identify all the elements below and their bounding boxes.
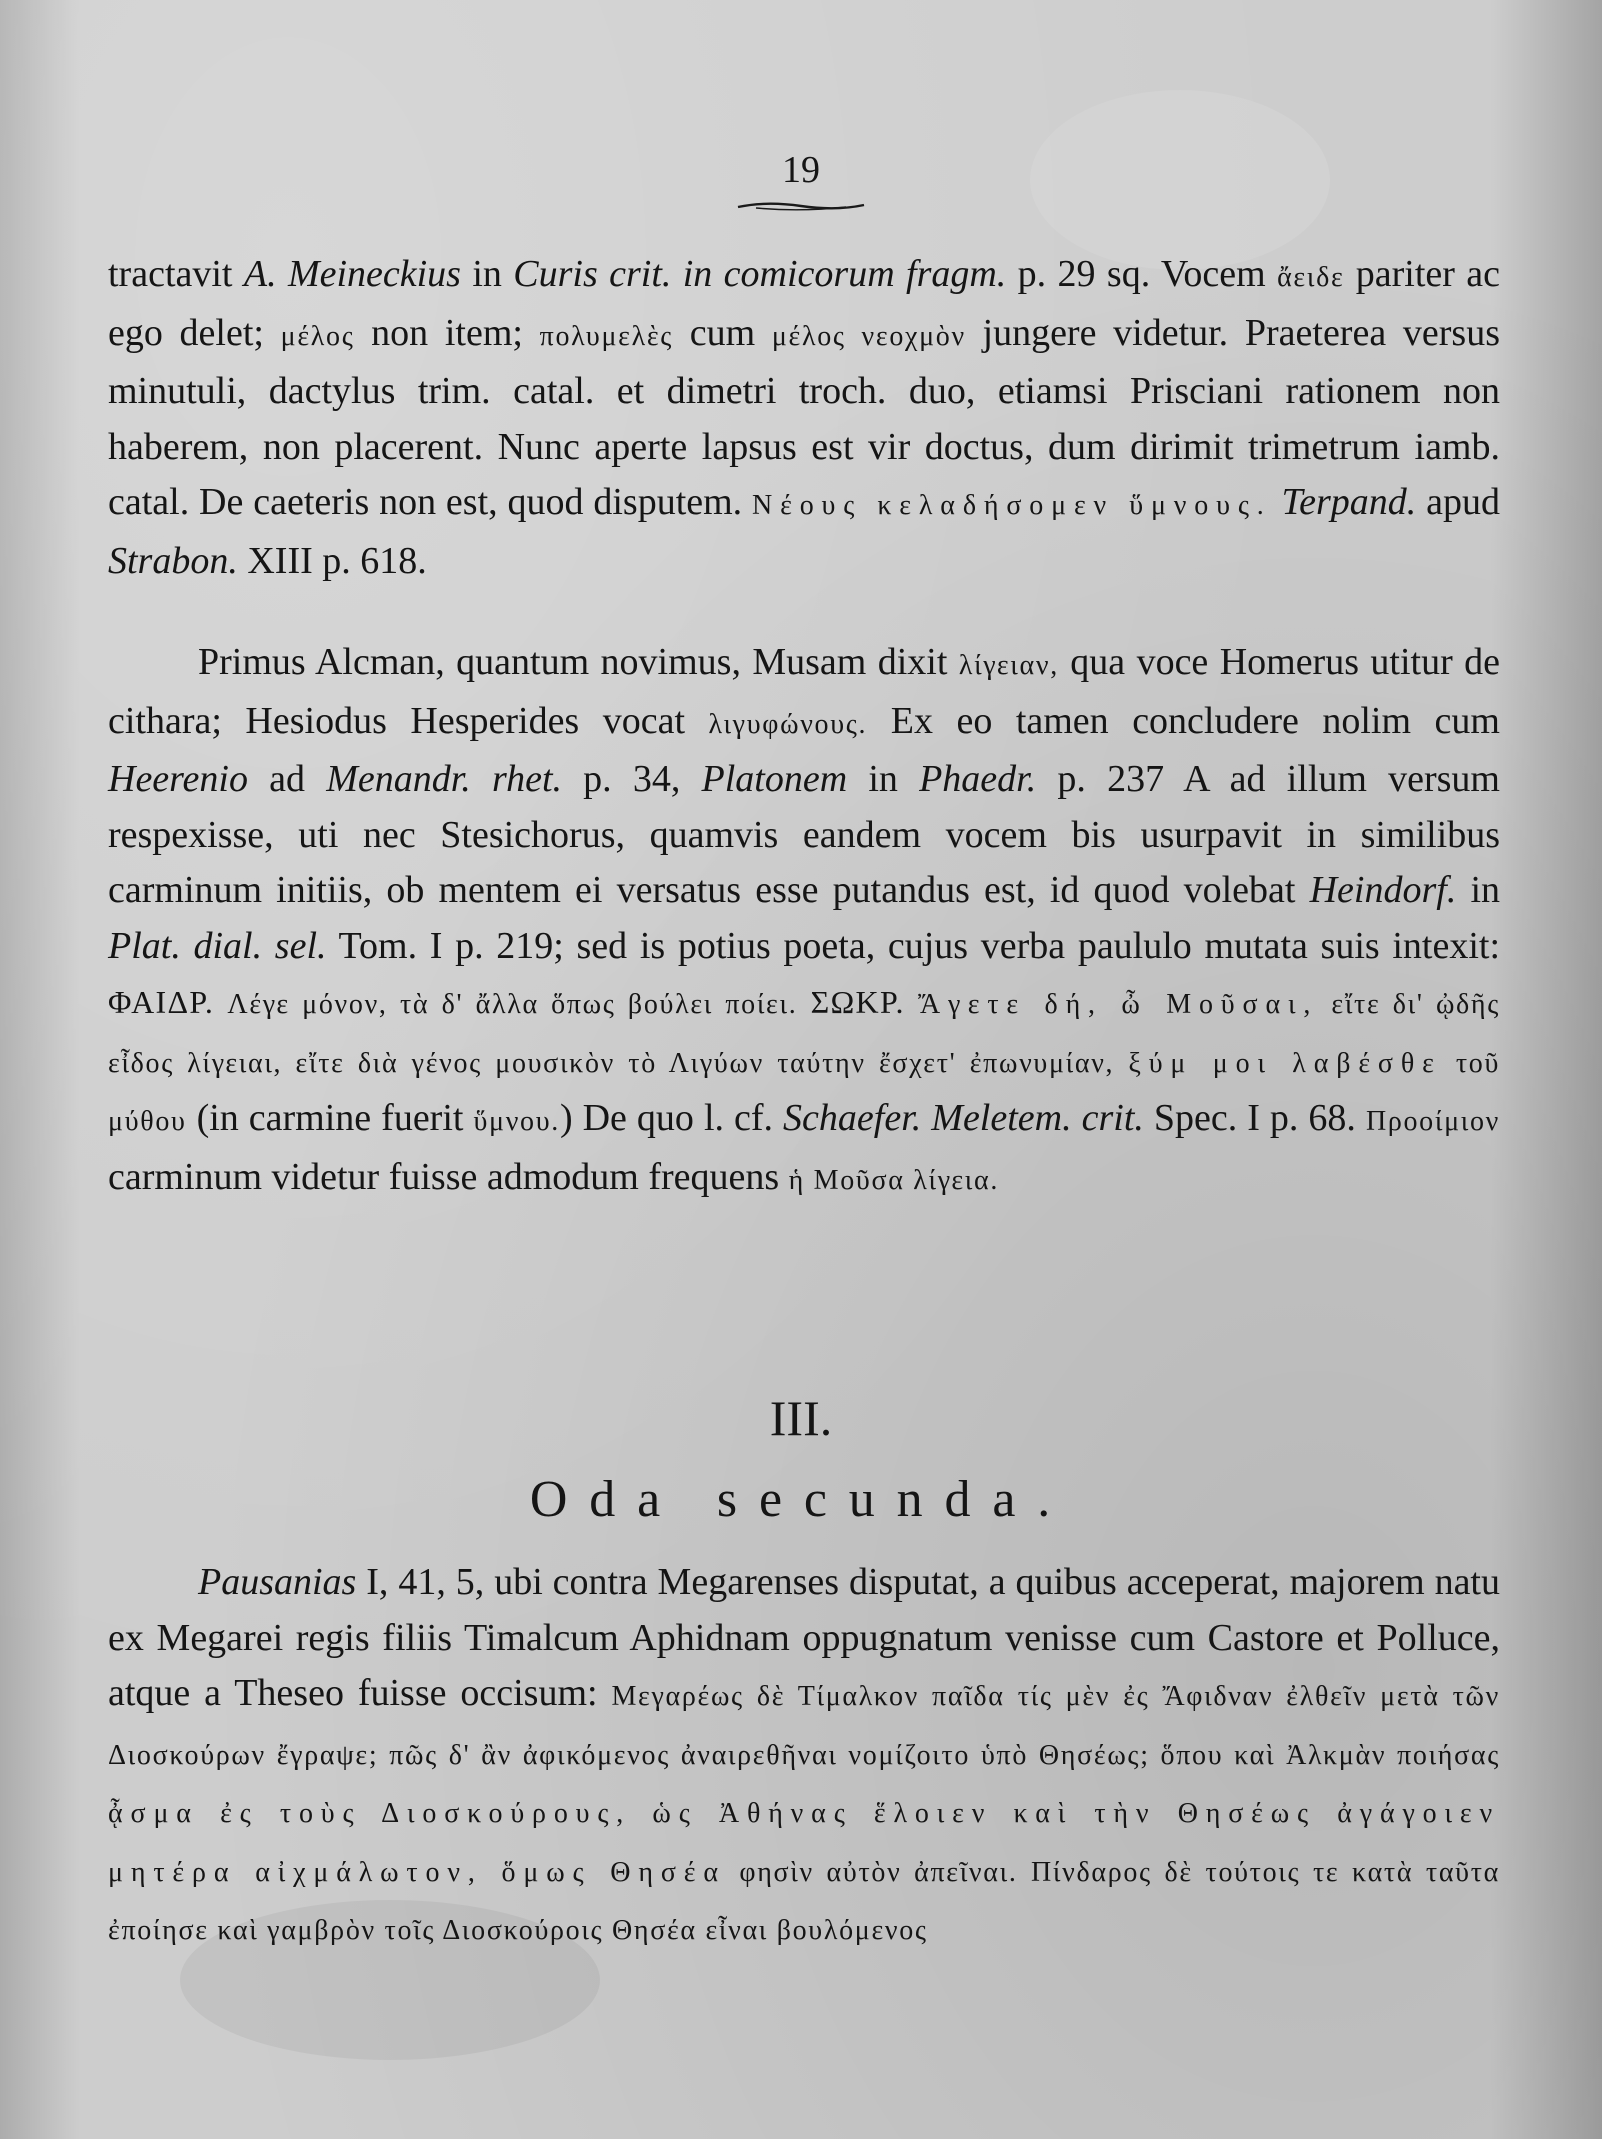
text-run: non item;	[354, 311, 540, 354]
greek-phrase: ἡ Μοῦσα λίγεια.	[788, 1164, 1000, 1196]
paragraph-continuation	[108, 247, 1500, 589]
text-run: I, 41, 5, ubi contra Megarenses disputat, a quibus acceperat, majorem natu ex Megarei regis filiis Timalcum Aphidnam oppugnatum venisse cum Castore et Polluce, atque a Theseo fuisse occisum:	[108, 1561, 1500, 1714]
greek-quotation: ᾆσμα ἐς τοὺς Διοσκούρους, ὡς Ἀθήνας ἕλοιεν καὶ τὴν Θησέως ἀγάγοιεν μητέρα αἰχμάλωτον, ὅμως Θησέα	[108, 1798, 1500, 1888]
text-run	[214, 980, 227, 1022]
work-title: Menandr. rhet.	[326, 758, 562, 800]
speaker-label: ΣΩΚΡ.	[810, 984, 905, 1020]
greek-phrase: μέλος νεοχμὸν	[771, 320, 966, 352]
author-name: Platonem	[701, 758, 848, 800]
text-run: Tom. I p. 219; sed is potius poeta, cujus verba paululo mutata suis intexit:	[326, 924, 1501, 967]
author-name: Heerenio	[108, 758, 248, 800]
greek-word: ἄειδε	[1277, 262, 1345, 293]
text-run: tractavit	[108, 253, 244, 295]
greek-quotation: Πίνδαρος δὲ τούτοις τε κατὰ ταῦτα ἐποίησε καὶ γαμβρὸν τοῖς Διοσκούροις Θησέα εἶναι βουλόμενος	[108, 1856, 1500, 1946]
author-name: Strabon.	[108, 539, 238, 582]
author-name: Terpand.	[1281, 481, 1417, 523]
text-run	[905, 980, 918, 1022]
greek-quotation: Λέγε μόνον, τὰ δ' ἄλλα ὅπως βούλει ποίει.	[227, 989, 798, 1020]
greek-quotation: φησὶν αὐτὸν ἀπεῖναι.	[739, 1856, 1018, 1888]
greek-word: λίγειαν,	[958, 650, 1059, 681]
paragraph-pausanias	[108, 1555, 1500, 1959]
text-run: Primus Alcman, quantum novimus, Musam dixit	[198, 641, 959, 683]
text-run: in	[847, 758, 920, 800]
text-run: Ex eo tamen concludere nolim cum	[867, 699, 1500, 742]
page-number-flourish	[736, 198, 866, 214]
text-run: ad	[247, 758, 327, 800]
speaker-label: ΦΑΙΔΡ.	[108, 984, 215, 1020]
greek-word: Προοίμιον	[1365, 1106, 1500, 1137]
section-title: Oda secunda.	[529, 1471, 1073, 1528]
work-title: Curis crit. in comicorum fragm.	[513, 253, 1007, 295]
greek-quotation: Μεγαρέως δὲ Τίμαλκον παῖδα τίς μὲν ἐς Ἄφιδναν ἐλθεῖν μετὰ τῶν Διοσκούρων ἔγραψε; πῶς δ' ἂν ἀφικόμενος ἀναιρεθῆναι νομίζοιτο ὑπὸ Θησέως; ὅπου καὶ Ἀλκμὰν ποιήσας	[108, 1681, 1500, 1771]
author-name: Pausanias	[198, 1561, 357, 1603]
greek-quotation: Νέους κελαδήσομεν ὕμνους.	[752, 490, 1272, 521]
text-run	[1114, 1039, 1128, 1081]
text-run: qua voce Homerus utitur de cithara; Hesiodus Hesperides vocat	[108, 641, 1500, 742]
text-run: in	[460, 253, 514, 295]
text-run	[726, 1848, 740, 1890]
text-run: p. 34,	[562, 758, 702, 800]
text-run	[1442, 1039, 1456, 1081]
greek-word: πολυμελὲς	[539, 320, 674, 352]
text-run: p. 29 sq. Vocem	[1006, 253, 1278, 295]
greek-quotation: εἴτε δι' ᾠδῆς εἶδος λίγειαι, εἴτε διὰ γένος μουσικὸν τὸ Λιγύων ταύτην ἔσχετ' ἐπωνυμίαν,	[108, 989, 1501, 1079]
page-number: 19	[782, 149, 820, 191]
text-run	[1018, 1848, 1032, 1890]
paragraph-alcman	[108, 635, 1500, 1208]
section-number: III.	[769, 1390, 833, 1446]
greek-word: μέλος	[280, 320, 355, 352]
work-title: Schaefer. Meletem. crit.	[783, 1097, 1144, 1139]
text-run: in	[1456, 869, 1501, 911]
text-run: jungere videtur. Praeterea versus minutuli, dactylus trim. catal. et dimetri troch. duo, etiamsi Prisciani rationem non haberem, non placerent. Nunc aperte lapsus est vir doctus, dum dirimit trimetrum iamb. catal. De caeteris non est, quod disputem.	[108, 311, 1500, 523]
greek-word: ὕμνου.	[473, 1106, 560, 1137]
greek-word: λιγυφώνους.	[708, 708, 868, 740]
text-run: apud	[1416, 481, 1501, 523]
text-run: XIII p. 618.	[237, 539, 427, 582]
text-run	[1318, 980, 1331, 1022]
author-name: Heindorf.	[1309, 869, 1457, 911]
text-run: p. 237 A ad illum versum respexisse, uti nec Stesichorus, quamvis eandem vocem bis usurpavit in similibus carminum initiis, ob mentem ei versatus esse putandus est, id quod volebat	[108, 758, 1500, 911]
text-run: pariter ac ego delet;	[108, 253, 1501, 354]
text-run: carminum videtur fuisse admodum frequens	[108, 1155, 789, 1198]
text-run: cum	[673, 311, 772, 354]
greek-quotation: τοῦ μύθου	[108, 1047, 1501, 1137]
work-title: Plat. dial. sel.	[108, 924, 327, 967]
work-title: Phaedr.	[919, 758, 1037, 800]
text-run	[1272, 481, 1282, 523]
text-run: Spec. I p. 68.	[1143, 1097, 1366, 1139]
greek-verse: Ἄγετε δή, ὦ Μοῦσαι,	[918, 989, 1319, 1020]
text-run: ) De quo l. cf.	[559, 1097, 784, 1139]
text-run	[797, 980, 810, 1022]
author-name: A. Meineckius	[243, 253, 461, 295]
greek-verse: ξύμ μοι λαβέσθε	[1128, 1047, 1442, 1079]
text-run: (in carmine fuerit	[186, 1097, 474, 1139]
